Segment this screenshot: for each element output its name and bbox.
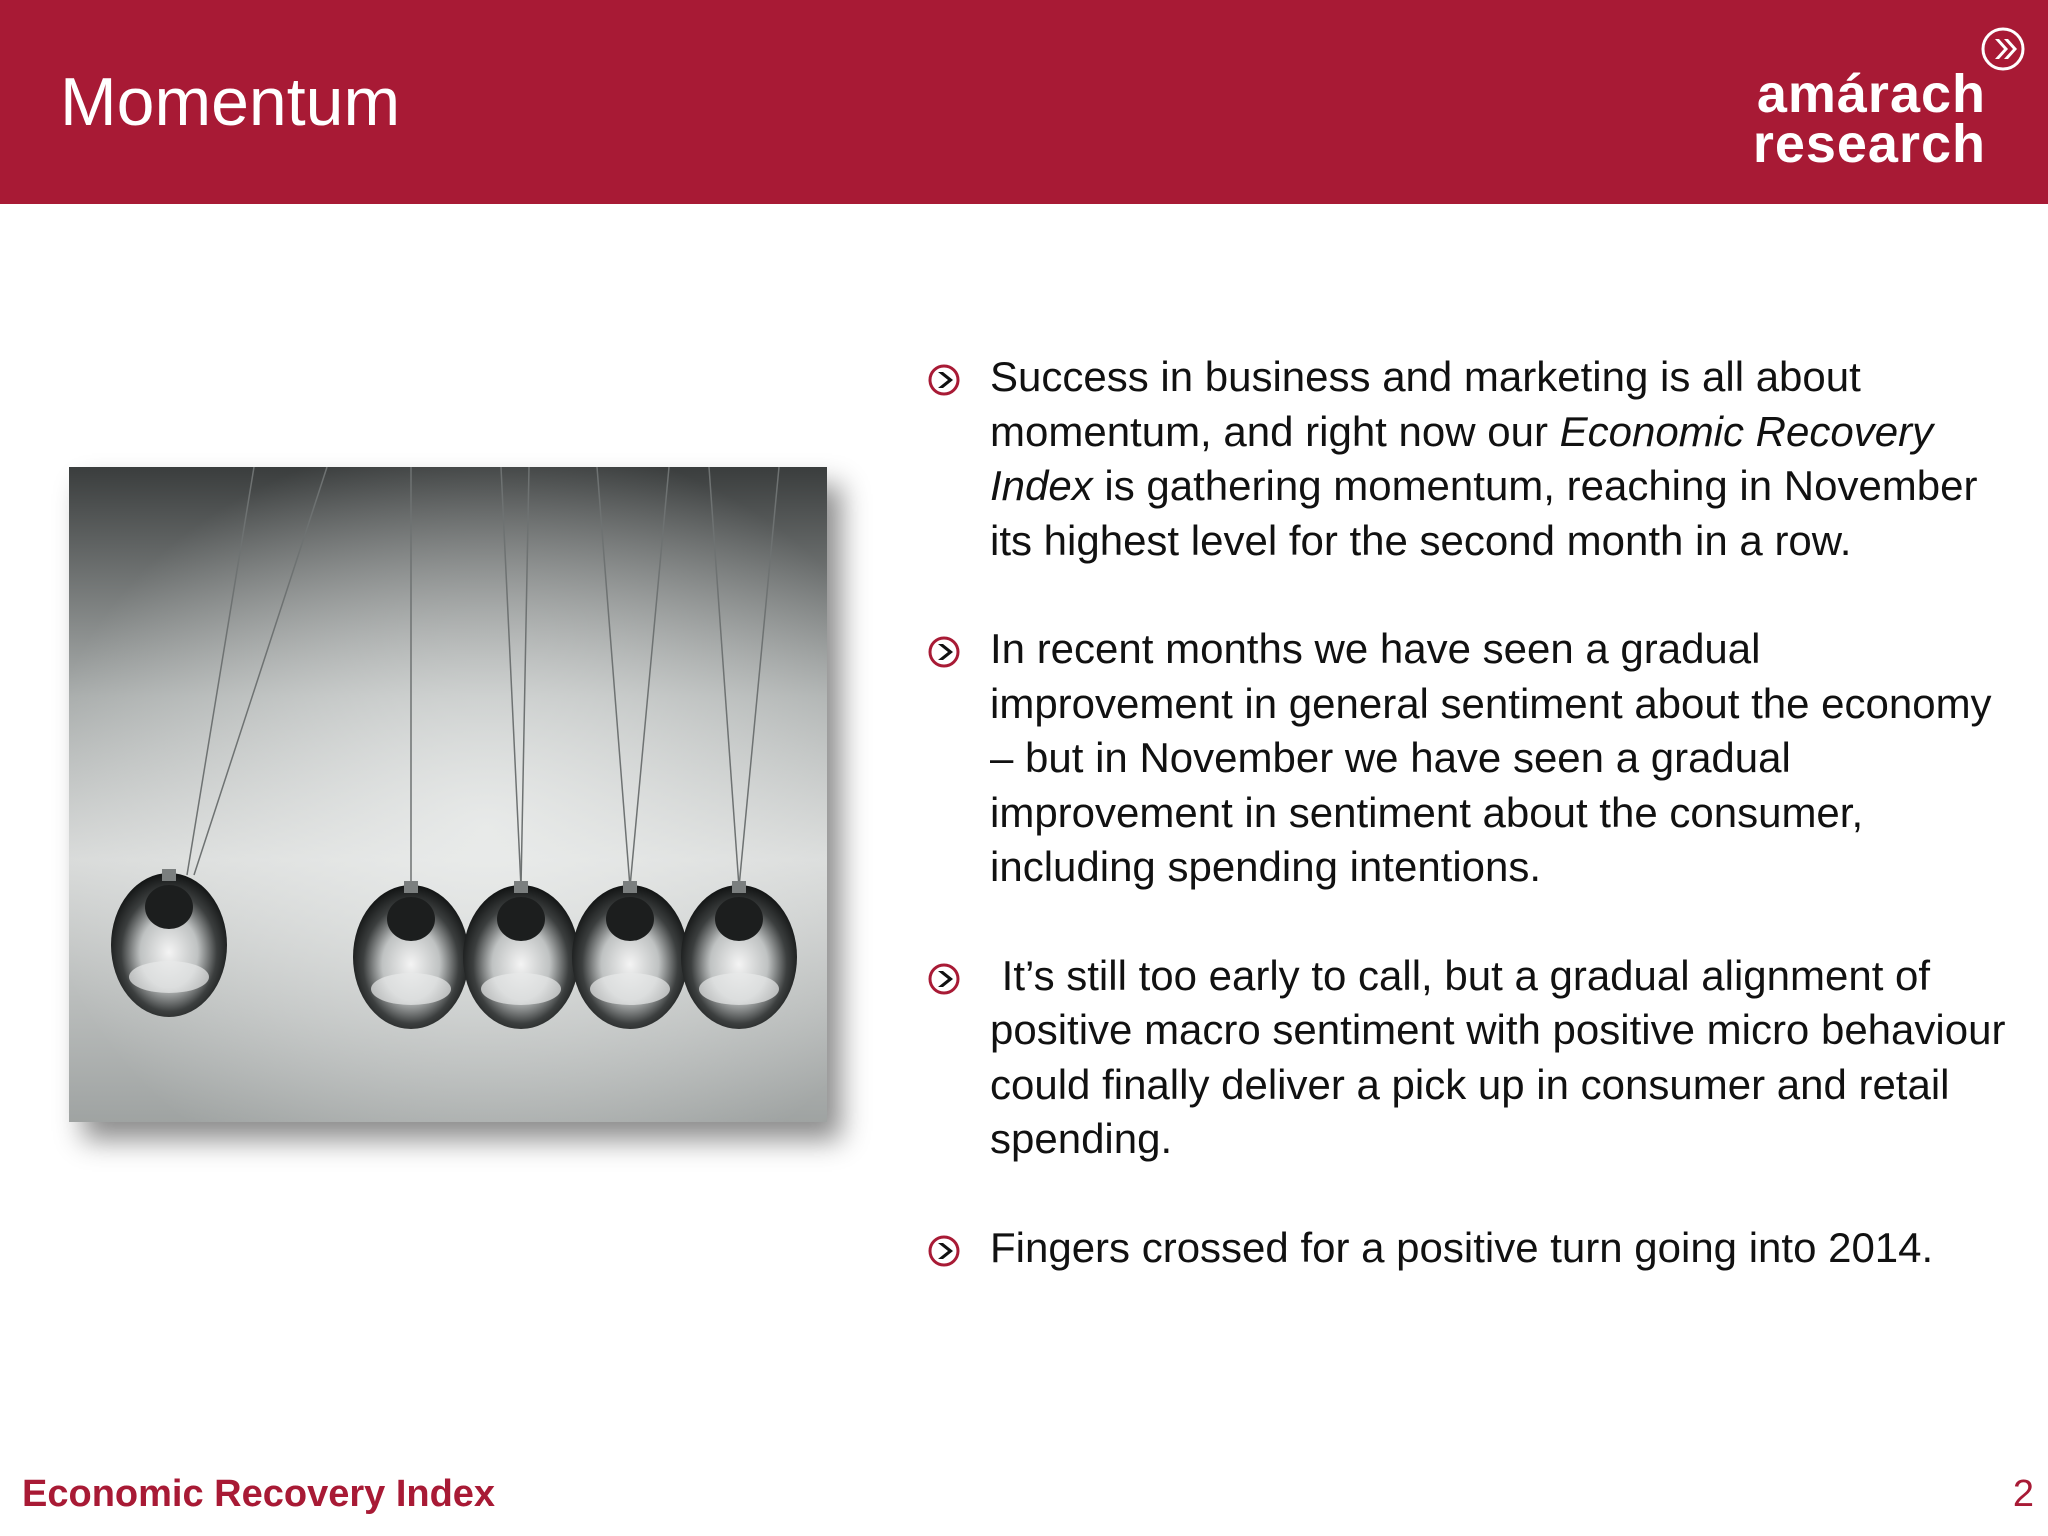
bullet-item xyxy=(928,1221,2008,1276)
chevron-bullet-icon xyxy=(928,1235,960,1267)
header-bar xyxy=(0,0,2048,204)
chevron-bullet-icon xyxy=(928,364,960,396)
double-chevron-circle-icon xyxy=(1980,26,2026,72)
chevron-bullet-icon xyxy=(928,636,960,668)
newtons-cradle-photo xyxy=(69,467,827,1122)
bullet-text: Fingers crossed for a positive turn going into 2014. xyxy=(990,1223,1934,1271)
bullet-list xyxy=(928,350,2018,1329)
logo-text-line1: amárach xyxy=(1756,64,1986,124)
chevron-bullet-icon xyxy=(928,963,960,995)
bullet-text: It’s still too early to call, but a gradual alignment of positive macro sentiment with positive micro behaviour could finally deliver a pick up in consumer and retail spending. xyxy=(990,951,2018,1162)
bullet-text: In recent months we have seen a gradual improvement in general sentiment about the economy – but in November we have seen a gradual improvement in sentiment about the consumer, including spending intentions. xyxy=(990,625,1992,890)
company-logo xyxy=(1726,22,2026,172)
bullet-item xyxy=(928,350,2008,568)
bullet-item xyxy=(928,949,2018,1167)
page-number: 2 xyxy=(2012,1473,2034,1515)
bullet-item xyxy=(928,622,2008,895)
slide-title: Momentum xyxy=(60,64,401,140)
logo-text-line2: research xyxy=(1752,114,1986,174)
footer-title: Economic Recovery Index xyxy=(22,1473,496,1515)
bullet-text: Success in business and marketing is all about momentum, and right now our Economic Recovery Index is gathering momentum, reaching in November its highest level for the second month in a row. xyxy=(990,353,1978,564)
